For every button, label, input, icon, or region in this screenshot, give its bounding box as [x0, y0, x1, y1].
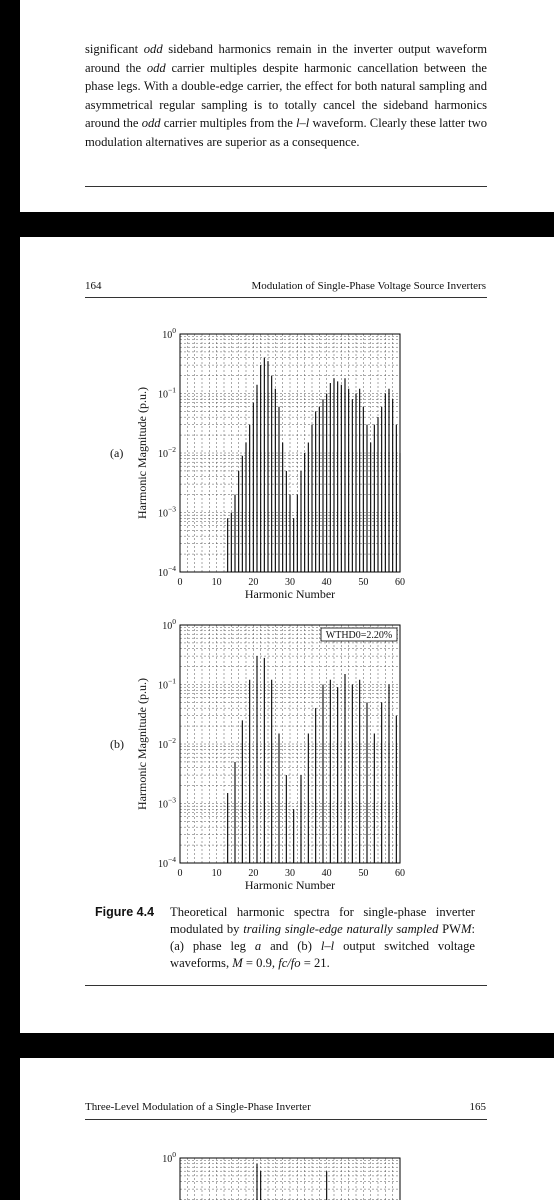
x-tick-label: 50 — [358, 577, 369, 588]
italic-term: odd — [143, 42, 163, 56]
x-tick-label: 10 — [211, 868, 222, 879]
x-tick-label: 30 — [285, 868, 295, 879]
y-tick-label: $10^0$ — [162, 617, 176, 632]
page-number: 165 — [469, 1101, 486, 1113]
chart-panel — [162, 1150, 400, 1200]
italic-term: M — [232, 956, 243, 970]
body-paragraph: significant odd sideband harmonics remain in the inverter output waveform around the odd carrier multiples despite harmonic cancellation between the phase legs. With a double-edge carrier, the effect for both natural sampling and asymmetrical regular sampling is to totally cancel the sideband harmonics around the odd carrier multiples from the l–l waveform. Clearly these latter two modulation alternatives are superior as a consequence. — [85, 42, 487, 149]
y-axis-label: Harmonic Magnitude (p.u.) — [135, 387, 149, 519]
running-title: Three-Level Modulation of a Single-Phase Inverter — [85, 1101, 311, 1113]
italic-term: odd — [146, 60, 166, 75]
annotation-text: WTHD0=2.20% — [325, 630, 393, 641]
running-title: Modulation of Single-Phase Voltage Source Inverters — [251, 280, 486, 292]
italic-term: odd — [141, 116, 161, 131]
page-165 — [20, 1058, 554, 1200]
italic-term: a — [254, 939, 262, 953]
grid — [180, 1158, 400, 1200]
x-tick-label: 10 — [211, 577, 222, 588]
y-tick-label: $10^{-4}$ — [158, 564, 176, 579]
x-tick-label: 60 — [395, 868, 405, 879]
x-tick-label: 20 — [248, 868, 259, 879]
panel-label: (a) — [110, 446, 124, 460]
page-164 — [20, 237, 554, 1033]
x-axis-label: Harmonic Number — [244, 587, 336, 601]
italic-term: M — [461, 922, 472, 936]
caption-label: Figure 4.4 — [95, 905, 155, 919]
page-end-rule — [85, 985, 487, 986]
y-tick-label: $10^{-1}$ — [158, 385, 176, 401]
x-tick-label: 0 — [177, 577, 183, 588]
y-tick-label: $10^{-3}$ — [158, 504, 176, 520]
page-number: 164 — [85, 280, 102, 292]
italic-term: trailing single-edge naturally sampled — [243, 922, 439, 936]
x-axis-label: Harmonic Number — [244, 878, 336, 892]
italic-term: fc/fo — [278, 956, 301, 970]
x-tick-label: 30 — [285, 577, 295, 588]
x-tick-label: 0 — [177, 868, 183, 879]
chart-panel — [110, 326, 405, 601]
chart-panel — [110, 617, 405, 892]
page-end-rule — [85, 186, 487, 187]
panel-label: (b) — [110, 737, 124, 751]
y-tick-label: $10^{-4}$ — [158, 855, 176, 870]
italic-term: l–l — [320, 939, 335, 953]
page-top — [20, 0, 554, 212]
y-axis-label: Harmonic Magnitude (p.u.) — [135, 678, 149, 810]
y-tick-label: $10^0$ — [162, 1150, 176, 1165]
x-tick-label: 60 — [395, 577, 405, 588]
bars — [228, 358, 400, 572]
x-tick-label: 40 — [321, 577, 332, 588]
x-tick-label: 20 — [248, 577, 259, 588]
x-tick-label: 40 — [321, 868, 332, 879]
y-tick-label: $10^0$ — [162, 326, 176, 341]
y-tick-label: $10^{-1}$ — [158, 676, 176, 692]
x-tick-label: 50 — [358, 868, 369, 879]
y-tick-label: $10^{-2}$ — [158, 736, 176, 751]
y-tick-label: $10^{-2}$ — [158, 445, 176, 460]
italic-term: l–l — [295, 116, 310, 131]
partial-figure — [20, 1058, 554, 1200]
figure-caption: Theoretical harmonic spectra for single-phase inverter modulated by trailing single-edge naturally sampled PWM: (a) phase leg a and (b) l–l output switched voltage waveforms, M = 0.9, fc/fo = 21. — [170, 905, 475, 970]
y-tick-label: $10^{-3}$ — [158, 795, 176, 811]
